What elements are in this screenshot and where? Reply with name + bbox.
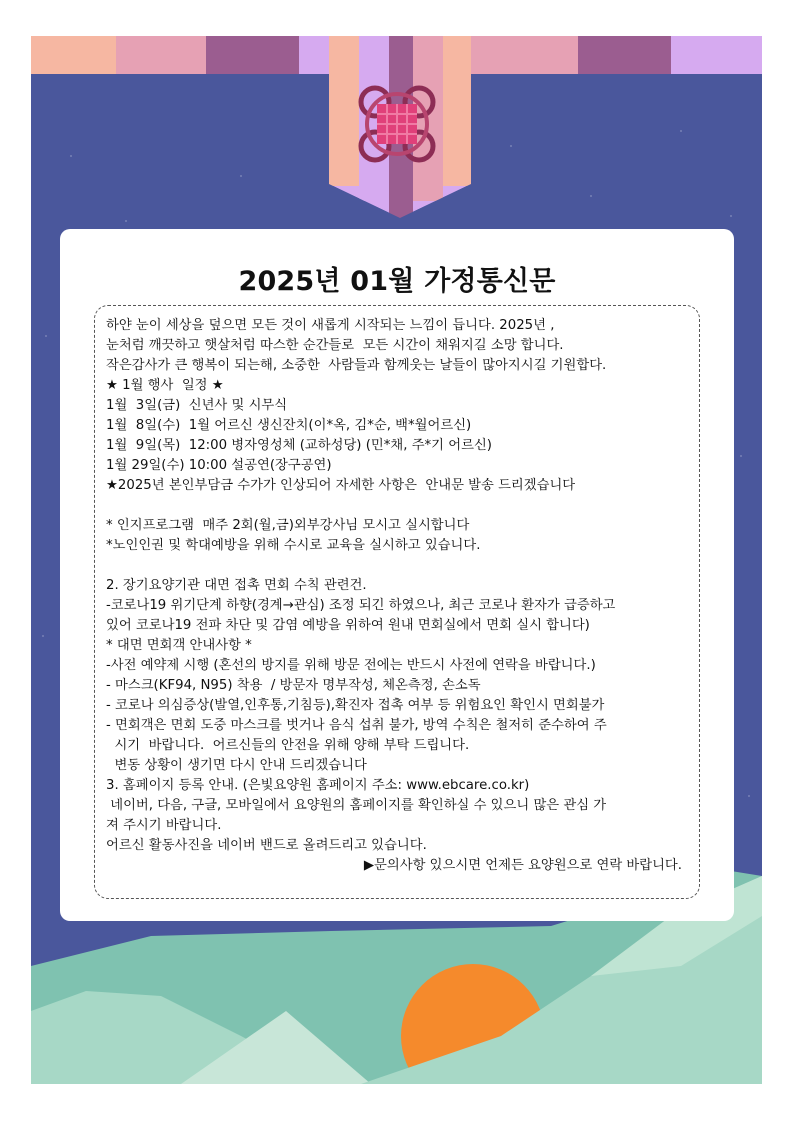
visit-line: - 코로나 의심증상(발열,인후통,기침등),확진자 접촉 여부 등 위험요인 확인시 면회불가 [106,698,605,713]
homepage-line: 져 주시기 바랍니다. [106,818,222,833]
notice-line: ★2025년 본인부담금 수가가 인상되어 자세한 사항은 안내문 발송 드리겠습니다 [106,478,576,493]
visit-line: 있어 코로나19 전파 차단 및 감염 예방을 위하여 원내 면회실에서 면회 실시 합니다) [106,618,590,633]
visit-line: - 마스크(KF94, N95) 착용 / 방문자 명부작성, 체온측정, 손소독 [106,678,481,693]
visit-heading: * 대면 면회객 안내사항 * [106,638,252,653]
event-line: 1월 3일(금) 신년사 및 시무식 [106,398,288,413]
body-line: 작은감사가 큰 행복이 되는해, 소중한 사람들과 함께웃는 날들이 많아지시길 기원합다. [106,358,607,373]
event-line: 1월 29일(수) 10:00 설공연(장구공연) [106,458,332,473]
program-line: *노인인권 및 학대예방을 위해 수시로 교육을 실시하고 있습니다. [106,538,481,553]
program-line: * 인지프로그램 매주 2회(월,금)외부강사님 모시고 실시합니다 [106,518,470,533]
section-heading: 2. 장기요양기관 대면 접촉 면회 수칙 관련건. [106,578,367,593]
visit-line: -사전 예약제 시행 (혼선의 방지를 위해 방문 전에는 반드시 사전에 연락을 바랍니다.) [106,658,596,673]
visit-line: - 면회객은 면회 도중 마스크를 벗거나 음식 섭취 불가, 방역 수칙은 철저히 준수하여 주 [106,718,607,733]
visit-line: -코로나19 위기단계 하향(경계→관심) 조정 되긴 하였으나, 최근 코로나 환자가 급증하고 [106,598,616,613]
event-line: 1월 8일(수) 1월 어르신 생신잔치(이*옥, 김*순, 백*월어르신) [106,418,472,433]
homepage-line: 어르신 활동사진을 네이버 밴드로 올려드리고 있습니다. [106,838,427,853]
section-heading: 3. 홈페이지 등록 안내. (은빛요양원 홈페이지 주소: www.ebcare.co.kr) [106,778,530,793]
contact-line: ▶문의사항 있으시면 언제든 요양원으로 연락 바랍니다. [363,858,682,873]
body-line: 하얀 눈이 세상을 덮으면 모든 것이 새롭게 시작되는 느낌이 듭니다. 2025년 , [106,318,555,333]
newsletter-card [60,229,734,921]
events-heading: ★ 1월 행사 일정 ★ [106,378,224,393]
visit-line: 시기 바랍니다. 어르신들의 안전을 위해 양해 부탁 드립니다. [106,738,470,753]
page-title: 2025년 01월 가정통신문 [238,266,556,297]
visit-line: 변동 상황이 생기면 다시 안내 드리겠습니다 [106,758,367,773]
event-line: 1월 9일(목) 12:00 병자영성체 (교하성당) (민*채, 주*기 어르신) [106,438,492,453]
homepage-line: 네이버, 다음, 구글, 모바일에서 요양원의 홈페이지를 확인하실 수 있으니 많은 관심 가 [106,798,607,813]
body-line: 눈처럼 깨끗하고 햇살처럼 따스한 순간들로 모든 시간이 채워지길 소망 합니다. [106,338,564,353]
